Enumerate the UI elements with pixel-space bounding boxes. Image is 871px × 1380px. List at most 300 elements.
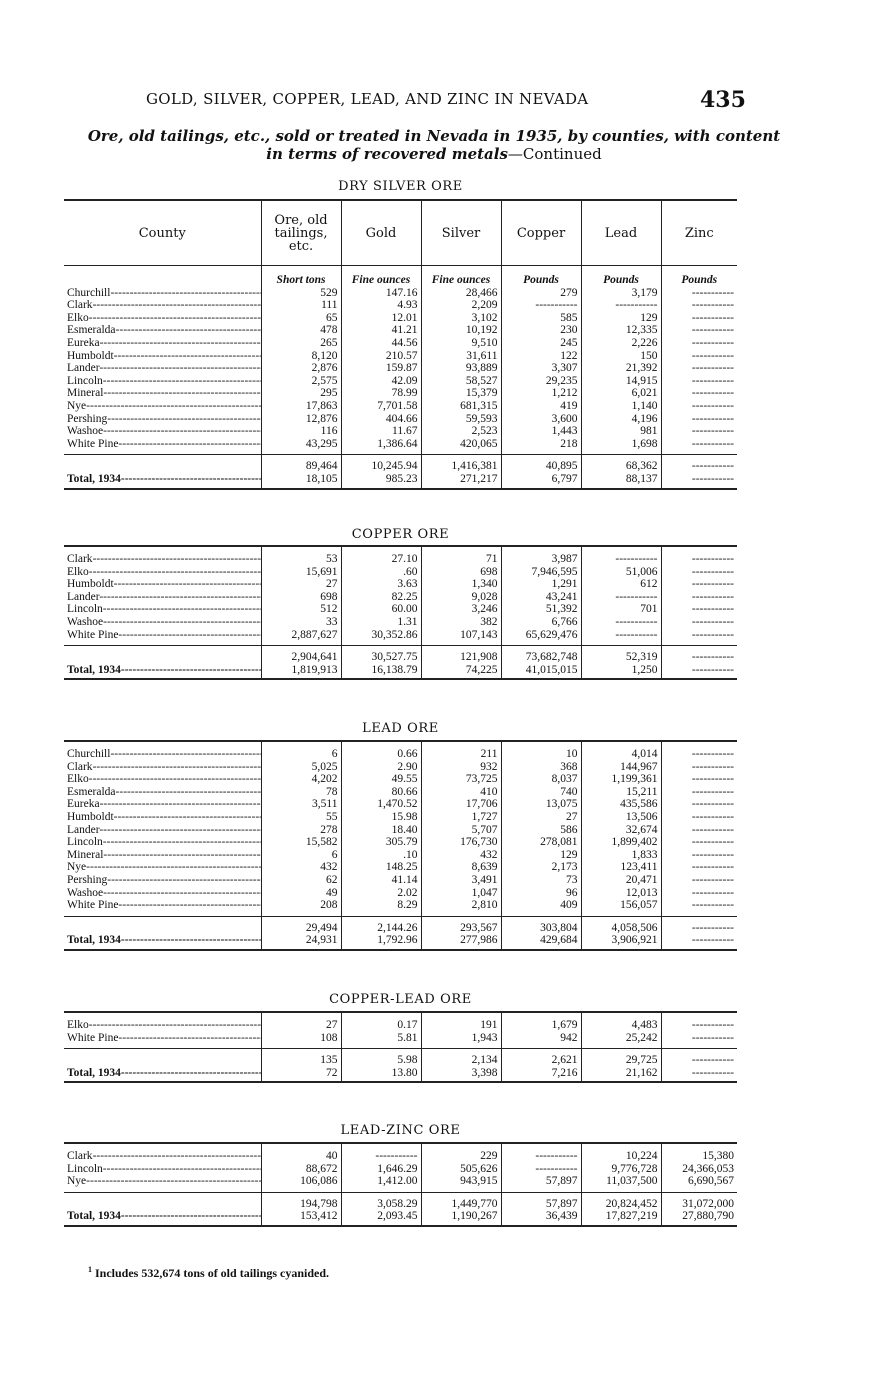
total-label: Total, 1934 ----- [64, 664, 261, 677]
value-cell: 10 [501, 748, 581, 761]
value-cell: ----------- [661, 887, 737, 900]
value-cell: 432 [421, 849, 501, 862]
table-row [64, 773, 737, 786]
value-cell: ----------- [661, 824, 737, 837]
table-row [64, 836, 737, 849]
total-value: 2,904,641 [261, 651, 341, 664]
total-value: ----------- [661, 651, 737, 664]
table-row [64, 629, 737, 642]
total-value: 277,986 [421, 934, 501, 947]
total-value: 1,819,913 [261, 664, 341, 677]
column-header: Zinc [661, 200, 737, 266]
total-value: 13.80 [341, 1067, 421, 1080]
county-cell: Eureka ----- [64, 337, 261, 350]
table-row [64, 400, 737, 413]
total-value: ----------- [661, 934, 737, 947]
value-cell: 420,065 [421, 438, 501, 451]
value-cell: ----------- [661, 413, 737, 426]
value-cell: 295 [261, 387, 341, 400]
value-cell: 681,315 [421, 400, 501, 413]
table-row [64, 566, 737, 579]
value-cell: ----------- [661, 629, 737, 642]
value-cell: 8,120 [261, 350, 341, 363]
value-cell: ----------- [581, 591, 661, 604]
value-cell: 981 [581, 425, 661, 438]
value-cell: 8,037 [501, 773, 581, 786]
value-cell: 3,600 [501, 413, 581, 426]
value-cell: ----------- [661, 811, 737, 824]
county-cell: Pershing ----- [64, 874, 261, 887]
value-cell: 41.14 [341, 874, 421, 887]
total-value: 89,464 [261, 460, 341, 473]
county-cell: Lander ----- [64, 362, 261, 375]
value-cell: 3,246 [421, 603, 501, 616]
value-cell: ----------- [661, 350, 737, 363]
value-cell: ----------- [661, 836, 737, 849]
county-cell: Nye ----- [64, 400, 261, 413]
value-cell: 1,212 [501, 387, 581, 400]
value-cell: ----------- [341, 1150, 421, 1163]
value-cell: 55 [261, 811, 341, 824]
value-cell: 698 [261, 591, 341, 604]
value-cell: 230 [501, 324, 581, 337]
total-value: 29,725 [581, 1054, 661, 1067]
county-cell: Humboldt ----- [64, 811, 261, 824]
value-cell: 6,021 [581, 387, 661, 400]
total-value: 7,216 [501, 1067, 581, 1080]
value-cell: 58,527 [421, 375, 501, 388]
value-cell: 404.66 [341, 413, 421, 426]
table-row [64, 748, 737, 761]
value-cell: ----------- [661, 874, 737, 887]
value-cell: 410 [421, 786, 501, 799]
value-cell: 1,943 [421, 1032, 501, 1045]
total-row [64, 1067, 737, 1080]
value-cell: 80.66 [341, 786, 421, 799]
value-cell: 15,379 [421, 387, 501, 400]
column-header: Silver [421, 200, 501, 266]
value-cell: ----------- [581, 616, 661, 629]
total-value: 30,527.75 [341, 651, 421, 664]
value-cell: 32,674 [581, 824, 661, 837]
county-cell: Washoe ----- [64, 425, 261, 438]
value-cell: 73,725 [421, 773, 501, 786]
value-cell: ----------- [661, 324, 737, 337]
value-cell: ----------- [661, 312, 737, 325]
value-cell: 5,025 [261, 761, 341, 774]
value-cell: 129 [501, 849, 581, 862]
value-cell: ----------- [661, 400, 737, 413]
table-row [64, 387, 737, 400]
unit-label: Short tons [261, 266, 341, 287]
total-label [64, 651, 261, 664]
total-value: 5.98 [341, 1054, 421, 1067]
value-cell: 82.25 [341, 591, 421, 604]
value-cell: 942 [501, 1032, 581, 1045]
unit-label: Pounds [661, 266, 737, 287]
value-cell: 2,876 [261, 362, 341, 375]
total-label: Total, 1934 ----- [64, 934, 261, 947]
value-cell: 218 [501, 438, 581, 451]
table-row [64, 849, 737, 862]
county-cell: Clark ----- [64, 1150, 261, 1163]
table-row [64, 811, 737, 824]
value-cell: 15,691 [261, 566, 341, 579]
value-cell: .60 [341, 566, 421, 579]
data-table [64, 1011, 737, 1083]
total-value: 88,137 [581, 473, 661, 486]
column-header: Lead [581, 200, 661, 266]
value-cell: ----------- [501, 1150, 581, 1163]
total-value: 1,792.96 [341, 934, 421, 947]
value-cell: 159.87 [341, 362, 421, 375]
county-cell: Humboldt ----- [64, 350, 261, 363]
caption-continued: —Continued [507, 145, 602, 163]
value-cell: 1,199,361 [581, 773, 661, 786]
table-row [64, 413, 737, 426]
value-cell: ----------- [501, 1163, 581, 1176]
value-cell: ----------- [661, 362, 737, 375]
value-cell: 20,471 [581, 874, 661, 887]
value-cell: 51,392 [501, 603, 581, 616]
county-cell: Churchill ----- [64, 748, 261, 761]
total-value: 2,093.45 [341, 1210, 421, 1223]
value-cell: 106,086 [261, 1175, 341, 1188]
total-value: 293,567 [421, 922, 501, 935]
value-cell: 31,611 [421, 350, 501, 363]
total-value: 4,058,506 [581, 922, 661, 935]
value-cell: 57,897 [501, 1175, 581, 1188]
value-cell: ----------- [661, 566, 737, 579]
value-cell: 3,102 [421, 312, 501, 325]
value-cell: 13,506 [581, 811, 661, 824]
table-row [64, 578, 737, 591]
section-title: LEAD-ZINC ORE [340, 1123, 461, 1138]
data-table [64, 545, 737, 680]
total-value: ----------- [661, 473, 737, 486]
value-cell: 6,690,567 [661, 1175, 737, 1188]
county-cell: Humboldt ----- [64, 578, 261, 591]
county-cell: Lander ----- [64, 824, 261, 837]
value-cell: 108 [261, 1032, 341, 1045]
value-cell: 49 [261, 887, 341, 900]
value-cell: ----------- [661, 616, 737, 629]
total-value: 10,245.94 [341, 460, 421, 473]
section-title: COPPER ORE [351, 527, 450, 542]
value-cell: 13,075 [501, 798, 581, 811]
table-row [64, 1032, 737, 1045]
value-cell: ----------- [661, 773, 737, 786]
value-cell: 129 [581, 312, 661, 325]
value-cell: ----------- [661, 861, 737, 874]
table-row [64, 1019, 737, 1032]
value-cell: 229 [421, 1150, 501, 1163]
unit-label: Fine ounces [421, 266, 501, 287]
value-cell: ----------- [661, 798, 737, 811]
value-cell: 156,057 [581, 899, 661, 912]
value-cell: 10,224 [581, 1150, 661, 1163]
total-value: 36,439 [501, 1210, 581, 1223]
table-row [64, 1175, 737, 1188]
total-value: ----------- [661, 460, 737, 473]
total-value: 271,217 [421, 473, 501, 486]
total-row [64, 1054, 737, 1067]
value-cell: 27 [261, 1019, 341, 1032]
value-cell: 432 [261, 861, 341, 874]
value-cell: 15,211 [581, 786, 661, 799]
value-cell: 612 [581, 578, 661, 591]
value-cell: 1,727 [421, 811, 501, 824]
column-header: Ore, old tailings, etc. [261, 200, 341, 266]
value-cell: 3,307 [501, 362, 581, 375]
table-row [64, 616, 737, 629]
value-cell: 3,179 [581, 287, 661, 300]
total-value: 3,906,921 [581, 934, 661, 947]
value-cell: 42.09 [341, 375, 421, 388]
table-row [64, 425, 737, 438]
value-cell: 41.21 [341, 324, 421, 337]
value-cell: 8,639 [421, 861, 501, 874]
value-cell: 78 [261, 786, 341, 799]
column-header: County [64, 200, 261, 266]
county-cell: Elko ----- [64, 312, 261, 325]
total-label: Total, 1934 ----- [64, 1067, 261, 1080]
total-value: 2,621 [501, 1054, 581, 1067]
value-cell: 51,006 [581, 566, 661, 579]
table-row [64, 824, 737, 837]
value-cell: ----------- [581, 299, 661, 312]
total-value: 985.23 [341, 473, 421, 486]
total-value: 72 [261, 1067, 341, 1080]
value-cell: 1,646.29 [341, 1163, 421, 1176]
total-value: 21,162 [581, 1067, 661, 1080]
value-cell: 0.17 [341, 1019, 421, 1032]
value-cell: 150 [581, 350, 661, 363]
county-cell: Lincoln ----- [64, 836, 261, 849]
county-cell: Lincoln ----- [64, 603, 261, 616]
value-cell: 27 [501, 811, 581, 824]
county-cell: Pershing ----- [64, 413, 261, 426]
data-table [64, 199, 737, 490]
value-cell: 11,037,500 [581, 1175, 661, 1188]
value-cell: ----------- [661, 1019, 737, 1032]
value-cell: ----------- [661, 1032, 737, 1045]
value-cell: 122 [501, 350, 581, 363]
value-cell: ----------- [661, 438, 737, 451]
value-cell: 1,899,402 [581, 836, 661, 849]
value-cell: 1,412.00 [341, 1175, 421, 1188]
table-row [64, 861, 737, 874]
section-title: DRY SILVER ORE [338, 179, 463, 194]
value-cell: 18.40 [341, 824, 421, 837]
value-cell: 12,013 [581, 887, 661, 900]
table-row [64, 874, 737, 887]
value-cell: ----------- [581, 553, 661, 566]
total-value: 73,682,748 [501, 651, 581, 664]
total-value: ----------- [661, 664, 737, 677]
total-value: 1,416,381 [421, 460, 501, 473]
value-cell: 6 [261, 849, 341, 862]
unit-label: Fine ounces [341, 266, 421, 287]
value-cell: 3,511 [261, 798, 341, 811]
total-value: 135 [261, 1054, 341, 1067]
table-row [64, 1163, 737, 1176]
value-cell: 5.81 [341, 1032, 421, 1045]
value-cell: 29,235 [501, 375, 581, 388]
table-row [64, 350, 737, 363]
total-value: 429,684 [501, 934, 581, 947]
value-cell: 409 [501, 899, 581, 912]
value-cell: 2,887,627 [261, 629, 341, 642]
value-cell: 4,202 [261, 773, 341, 786]
total-row [64, 934, 737, 947]
total-row [64, 664, 737, 677]
value-cell: 1,470.52 [341, 798, 421, 811]
value-cell: 586 [501, 824, 581, 837]
total-value: 52,319 [581, 651, 661, 664]
value-cell: ----------- [661, 299, 737, 312]
total-value: 121,908 [421, 651, 501, 664]
value-cell: ----------- [661, 849, 737, 862]
value-cell: 211 [421, 748, 501, 761]
value-cell: 512 [261, 603, 341, 616]
county-cell: Mineral ----- [64, 387, 261, 400]
value-cell: 24,366,053 [661, 1163, 737, 1176]
value-cell: 25,242 [581, 1032, 661, 1045]
total-value: ----------- [661, 1054, 737, 1067]
total-value: 2,134 [421, 1054, 501, 1067]
table-row [64, 798, 737, 811]
value-cell: 7,946,595 [501, 566, 581, 579]
total-value: 1,250 [581, 664, 661, 677]
total-value: 16,138.79 [341, 664, 421, 677]
value-cell: 148.25 [341, 861, 421, 874]
table-row [64, 299, 737, 312]
total-row [64, 1210, 737, 1223]
total-value: 40,895 [501, 460, 581, 473]
county-cell: Esmeralda ----- [64, 324, 261, 337]
running-head: GOLD, SILVER, COPPER, LEAD, AND ZINC IN NEVADA [146, 90, 589, 108]
total-value: 153,412 [261, 1210, 341, 1223]
table-row [64, 553, 737, 566]
value-cell: 5,707 [421, 824, 501, 837]
value-cell: 27.10 [341, 553, 421, 566]
value-cell: 65 [261, 312, 341, 325]
county-cell: Clark ----- [64, 761, 261, 774]
county-cell: Elko ----- [64, 566, 261, 579]
value-cell: 208 [261, 899, 341, 912]
value-cell: ----------- [661, 761, 737, 774]
unit-label: Pounds [581, 266, 661, 287]
county-cell: Elko ----- [64, 773, 261, 786]
value-cell: .10 [341, 849, 421, 862]
total-row [64, 922, 737, 935]
value-cell: 15,582 [261, 836, 341, 849]
table-row [64, 899, 737, 912]
total-value: 2,144.26 [341, 922, 421, 935]
value-cell: 419 [501, 400, 581, 413]
total-row [64, 651, 737, 664]
value-cell: 27 [261, 578, 341, 591]
value-cell: 4,196 [581, 413, 661, 426]
total-label: Total, 1934 ----- [64, 473, 261, 486]
value-cell: 529 [261, 287, 341, 300]
table-row [64, 887, 737, 900]
value-cell: 368 [501, 761, 581, 774]
value-cell: 12,876 [261, 413, 341, 426]
county-cell: Lander ----- [64, 591, 261, 604]
total-value: 20,824,452 [581, 1198, 661, 1211]
value-cell: 107,143 [421, 629, 501, 642]
unit-label [64, 266, 261, 287]
footnote-mark: 1 [88, 1265, 92, 1274]
value-cell: 6 [261, 748, 341, 761]
value-cell: 3.63 [341, 578, 421, 591]
value-cell: 71 [421, 553, 501, 566]
value-cell: 1,140 [581, 400, 661, 413]
value-cell: 943,915 [421, 1175, 501, 1188]
county-cell: White Pine ----- [64, 438, 261, 451]
value-cell: 147.16 [341, 287, 421, 300]
total-value: 31,072,000 [661, 1198, 737, 1211]
total-value: 24,931 [261, 934, 341, 947]
caption-line-2: in terms of recovered metals [266, 145, 508, 163]
value-cell: 88,672 [261, 1163, 341, 1176]
value-cell: 3,987 [501, 553, 581, 566]
value-cell: 1,291 [501, 578, 581, 591]
value-cell: 210.57 [341, 350, 421, 363]
total-row [64, 1198, 737, 1211]
county-cell: Nye ----- [64, 861, 261, 874]
value-cell: 279 [501, 287, 581, 300]
value-cell: 505,626 [421, 1163, 501, 1176]
table-caption [64, 127, 804, 163]
total-label [64, 1198, 261, 1211]
county-cell: Clark ----- [64, 299, 261, 312]
total-value: 74,225 [421, 664, 501, 677]
total-row [64, 473, 737, 486]
value-cell: 11.67 [341, 425, 421, 438]
value-cell: 585 [501, 312, 581, 325]
value-cell: 1,679 [501, 1019, 581, 1032]
value-cell: ----------- [661, 387, 737, 400]
value-cell: ----------- [661, 899, 737, 912]
value-cell: 21,392 [581, 362, 661, 375]
value-cell: 2,523 [421, 425, 501, 438]
value-cell: 382 [421, 616, 501, 629]
value-cell: 1,698 [581, 438, 661, 451]
table-row [64, 337, 737, 350]
total-value: 68,362 [581, 460, 661, 473]
total-value: 29,494 [261, 922, 341, 935]
county-cell: Elko ----- [64, 1019, 261, 1032]
value-cell: 2.02 [341, 887, 421, 900]
value-cell: 28,466 [421, 287, 501, 300]
county-cell: Mineral ----- [64, 849, 261, 862]
value-cell: 123,411 [581, 861, 661, 874]
unit-label: Pounds [501, 266, 581, 287]
value-cell: 3,491 [421, 874, 501, 887]
value-cell: 0.66 [341, 748, 421, 761]
value-cell: 49.55 [341, 773, 421, 786]
value-cell: 1,047 [421, 887, 501, 900]
total-value: 194,798 [261, 1198, 341, 1211]
value-cell: 96 [501, 887, 581, 900]
county-cell: Lincoln ----- [64, 1163, 261, 1176]
value-cell: ----------- [581, 629, 661, 642]
county-cell: White Pine ----- [64, 899, 261, 912]
value-cell: ----------- [661, 375, 737, 388]
